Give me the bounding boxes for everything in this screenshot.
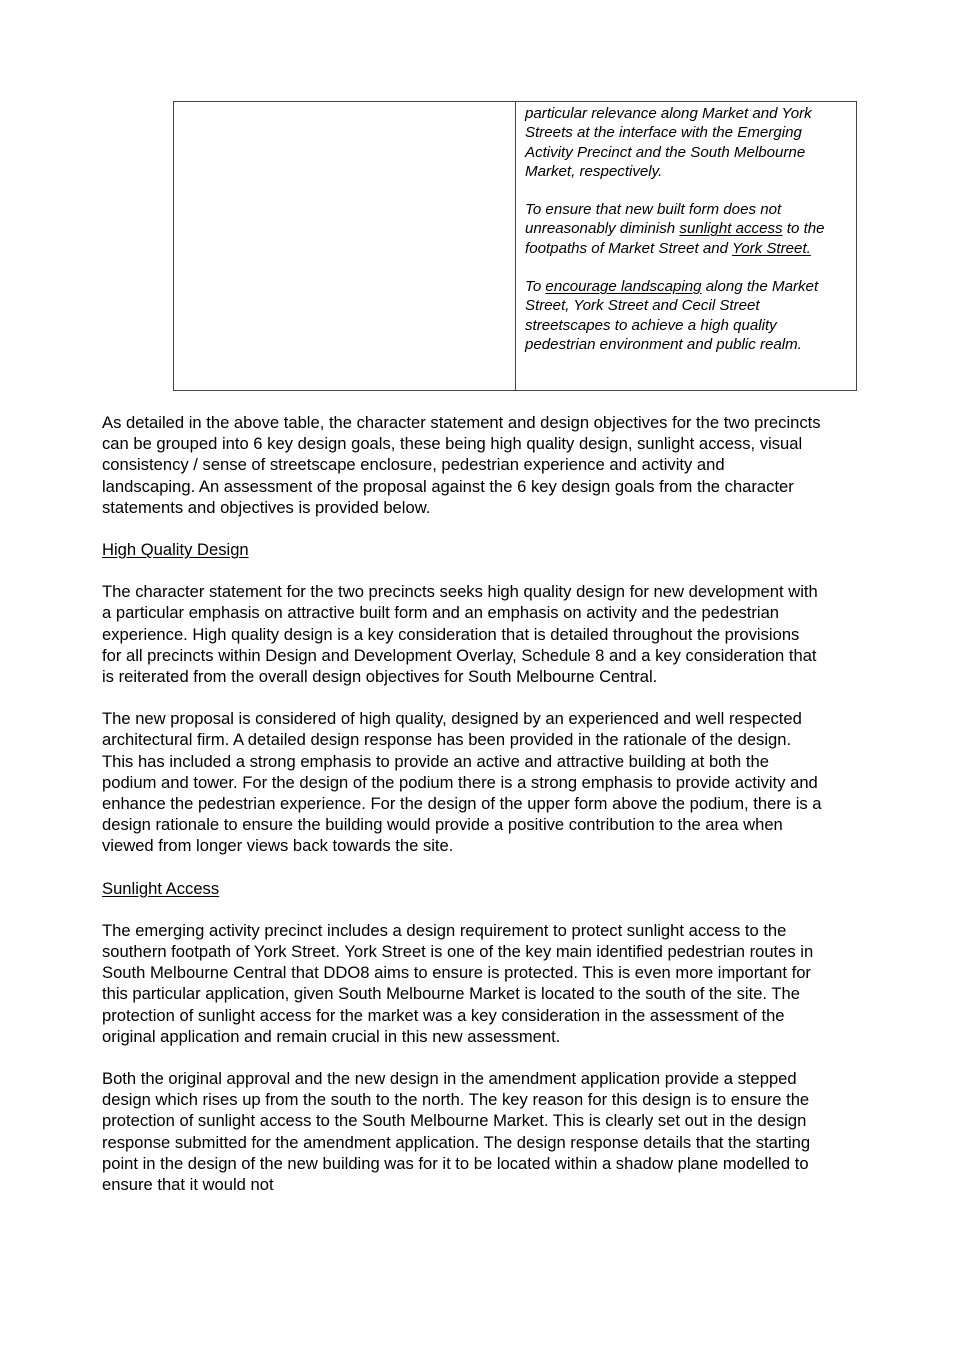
heading-high-quality-design: High Quality Design [102, 540, 249, 560]
objective-paragraph-landscaping [525, 277, 848, 354]
table-cell-empty [174, 102, 516, 390]
objective-paragraph: particular relevance along Market and York Streets at the interface with the Emerging Activity Precinct and the South Melbourne Market, respectively. [525, 105, 812, 180]
intro-paragraph: As detailed in the above table, the character statement and design objectives for the two precincts can be grouped into 6 key design goals, these being high quality design, sunlight access, visual consistency / sense of streetscape enclosure, pedestrian experience and activity and landscaping. An assessment of the proposal against the 6 key design goals from the character statements and objectives is provided below. [102, 413, 821, 517]
table-cell-objectives [516, 102, 856, 390]
objective-paragraph-sunlight [525, 200, 848, 258]
heading-sunlight-access: Sunlight Access [102, 878, 220, 898]
sa-paragraph-1: The emerging activity precinct includes a design requirement to protect sunlight access to the southern footpath of York Street. York Street is one of the key main identified pedestrian routes in South Melbourne Central that DDO8 aims to ensure is protected. This is even more important for this particular application, given South Melbourne Market is located to the south of the site. The protection of sunlight access for the market was a key consideration in the assessment of the original application and remain crucial in this new assessment. [102, 920, 814, 1046]
objective-text: along the Market Street, York Street and Cecil Street streetscapes to achieve a high quality pedestrian environment and public realm. [525, 278, 819, 353]
sunlight-access-underlined: sunlight access [679, 220, 783, 238]
objective-text: to the footpaths of Market Street and [525, 220, 825, 257]
hqd-paragraph-1: The character statement for the two precincts seeks high quality design for new development with a particular emphasis on attractive built form and an emphasis on activity and the pedestrian experience. High quality design is a key consideration that is detailed throughout the provisions for all precincts within Design and Development Overlay, Schedule 8 and a key consideration that is reiterated from the overall design objectives for South Melbourne Central. [102, 582, 818, 687]
objective-text: To [525, 278, 546, 296]
objectives-table [173, 101, 857, 391]
body-text [102, 412, 822, 1216]
encourage-landscaping-underlined: encourage landscaping [545, 278, 702, 296]
york-street-underlined: York Street. [731, 239, 811, 257]
hqd-paragraph-2: The new proposal is considered of high quality, designed by an experienced and well respected architectural firm. A detailed design response has been provided in the rationale of the design. This has included a strong emphasis to provide an active and attractive building at both the podium and tower. For the design of the podium there is a strong emphasis to provide activity and enhance the pedestrian experience. For the design of the upper form above the podium, there is a design rationale to ensure the building would provide a positive contribution to the area when viewed from longer views back towards the site. [102, 709, 822, 856]
objective-text: To ensure that new built form does not unreasonably diminish [525, 201, 782, 238]
sa-paragraph-2: Both the original approval and the new design in the amendment application provide a stepped design which rises up from the south to the north. The key reason for this design is to ensure the protection of sunlight access to the South Melbourne Market. This is clearly set out in the design response submitted for the amendment application. The design response details that the starting point in the design of the new building was for it to be located within a shadow plane modelled to ensure that it would not [102, 1069, 811, 1195]
